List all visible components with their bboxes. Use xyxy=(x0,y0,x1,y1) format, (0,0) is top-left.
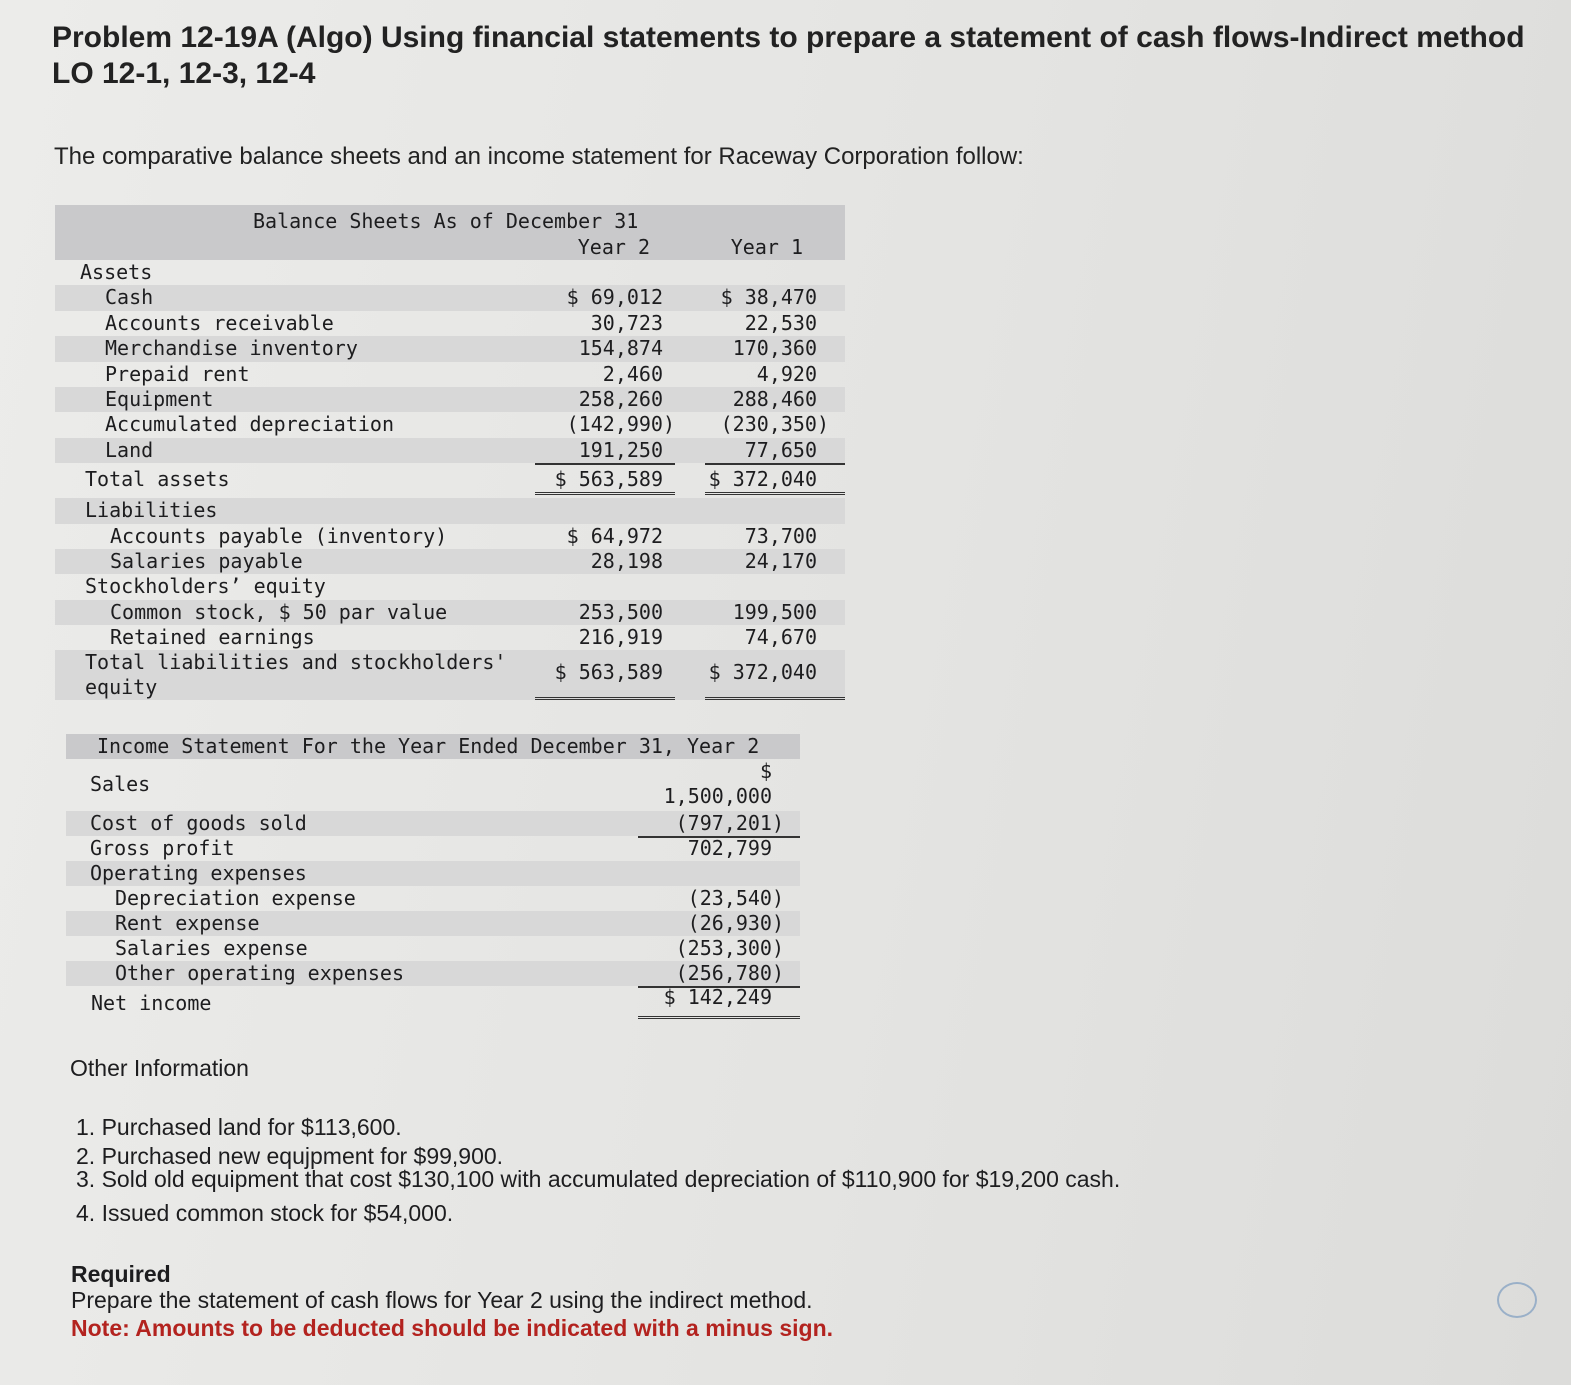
row-label: Gross profit xyxy=(90,836,235,860)
opex-heading-row xyxy=(66,861,800,886)
intro-text: The comparative balance sheets and an income statement for Raceway Corporation follow: xyxy=(54,143,1024,170)
balance-sheet-heading: Balance Sheets As of December 31 xyxy=(253,209,639,233)
row-label-line2: equity xyxy=(85,675,158,700)
row-label: Sales xyxy=(90,772,151,796)
year1-value: 199,500 xyxy=(732,599,817,624)
opex-label: Operating expenses xyxy=(90,861,307,885)
table-row xyxy=(66,836,800,861)
other-info-heading: Other Information xyxy=(70,1055,249,1081)
year1-value: $ 38,470 xyxy=(720,285,817,310)
table-row xyxy=(55,285,845,310)
total-double-rule xyxy=(638,1016,800,1022)
row-value: (26,930) xyxy=(687,911,784,935)
required-note: Note: Amounts to be deducted should be indicated with a minus sign. xyxy=(71,1315,834,1341)
row-label: Land xyxy=(105,437,154,462)
total-assets-row xyxy=(55,463,845,495)
currency-symbol: $ xyxy=(759,759,772,783)
table-row xyxy=(55,524,845,549)
required-text: Prepare the statement of cash flows for Year 2 using the indirect method. xyxy=(71,1287,813,1313)
row-label: Common stock, $ 50 par value xyxy=(110,599,448,624)
year1-value: 4,920 xyxy=(756,361,817,386)
total-double-rule xyxy=(535,697,675,703)
other-info-item-3: 3. Sold old equipment that cost $130,100 with accumulated depreciation of $110,900 for $19,200 cash. xyxy=(76,1166,1121,1192)
year2-value: 191,250 xyxy=(578,437,663,462)
table-row xyxy=(66,811,800,836)
other-info-item-2: 2. Purchased new equjpment for $99,900. xyxy=(76,1143,504,1169)
row-label: Salaries payable xyxy=(110,548,303,573)
table-row xyxy=(55,549,845,574)
year1-value: (230,350) xyxy=(720,412,829,437)
row-label: Cost of goods sold xyxy=(90,811,307,835)
assets-heading-row xyxy=(55,260,845,285)
row-label: Cash xyxy=(105,285,154,310)
liabilities-heading-row xyxy=(55,498,845,523)
year1-value: 288,460 xyxy=(732,386,817,411)
net-income-row xyxy=(66,986,800,1020)
row-label: Accumulated depreciation xyxy=(105,412,394,437)
row-label: Net income xyxy=(91,991,212,1015)
total-liabilities-equity-row xyxy=(55,650,845,700)
assets-label: Assets xyxy=(80,260,153,284)
table-row xyxy=(55,438,845,463)
table-row xyxy=(66,911,800,936)
circle-icon xyxy=(1497,1282,1537,1318)
row-label-line1: Total liabilities and stockholders' xyxy=(85,650,507,675)
year1-value: 77,650 xyxy=(744,437,817,462)
table-row xyxy=(55,625,845,650)
problem-title: Problem 12-19A (Algo) Using financial statements to prepare a statement of cash flows-Indirect method LO 12-1, 12-3, 12-4 xyxy=(52,21,1525,90)
row-label: Accounts receivable xyxy=(105,310,334,335)
row-value: (797,201) xyxy=(675,811,784,835)
table-row xyxy=(55,600,845,625)
row-value: 702,799 xyxy=(687,836,772,860)
other-info-item-1: 1. Purchased land for $113,600. xyxy=(76,1114,402,1140)
row-label: Depreciation expense xyxy=(115,886,356,910)
row-label: Retained earnings xyxy=(110,625,315,650)
year1-value: 24,170 xyxy=(744,548,817,573)
total-double-rule xyxy=(705,697,845,703)
table-row xyxy=(55,362,845,387)
balance-sheet-table xyxy=(55,205,845,700)
year2-value: 253,500 xyxy=(578,599,663,624)
year2-value: 2,460 xyxy=(602,361,663,386)
table-row xyxy=(55,311,845,336)
year2-value: $ 563,589 xyxy=(554,660,663,685)
year2-value: $ 69,012 xyxy=(566,285,663,310)
year1-value: $ 372,040 xyxy=(708,467,817,492)
row-label: Salaries expense xyxy=(115,936,308,960)
year2-value: $ 563,589 xyxy=(554,467,663,492)
year2-value: 258,260 xyxy=(578,386,663,411)
row-value: $ 142,249 xyxy=(663,985,772,1009)
year2-value: (142,990) xyxy=(566,412,675,437)
year1-value: 170,360 xyxy=(732,336,817,361)
row-label: Merchandise inventory xyxy=(105,336,358,361)
col-year2-header: Year 2 xyxy=(577,235,650,259)
year1-value: 73,700 xyxy=(744,523,817,548)
table-row xyxy=(55,387,845,412)
year1-value: $ 372,040 xyxy=(708,660,817,685)
liabilities-label: Liabilities xyxy=(85,498,218,523)
row-value: (23,540) xyxy=(687,886,784,910)
row-value: (253,300) xyxy=(675,936,784,960)
income-statement-table xyxy=(66,734,800,1020)
year2-value: 30,723 xyxy=(590,310,663,335)
table-row xyxy=(55,412,845,437)
year2-value: 216,919 xyxy=(578,625,663,650)
row-label: Accounts payable (inventory) xyxy=(110,523,448,548)
year2-value: 28,198 xyxy=(590,548,663,573)
row-label: Total assets xyxy=(85,467,230,492)
income-statement-heading: Income Statement For the Year Ended December 31, Year 2 xyxy=(66,734,800,759)
equity-label: Stockholders’ equity xyxy=(85,574,326,599)
row-label: Equipment xyxy=(105,386,214,411)
table-row xyxy=(55,336,845,361)
row-label: Other operating expenses xyxy=(115,961,404,985)
balance-sheet-header xyxy=(55,205,845,260)
required-heading: Required xyxy=(71,1261,171,1287)
row-label: Prepaid rent xyxy=(105,361,250,386)
year2-value: $ 64,972 xyxy=(566,523,663,548)
col-year1-header: Year 1 xyxy=(730,235,803,259)
row-value: (256,780) xyxy=(675,961,784,985)
row-label: Rent expense xyxy=(115,911,260,935)
year1-value: 74,670 xyxy=(744,625,817,650)
year1-value: 22,530 xyxy=(744,310,817,335)
table-row xyxy=(66,886,800,911)
equity-heading-row xyxy=(55,574,845,599)
table-row xyxy=(66,936,800,961)
year2-value: 154,874 xyxy=(578,336,663,361)
other-info-item-4: 4. Issued common stock for $54,000. xyxy=(76,1200,454,1226)
sales-value: 1,500,000 xyxy=(663,784,772,808)
sales-row xyxy=(66,759,800,809)
